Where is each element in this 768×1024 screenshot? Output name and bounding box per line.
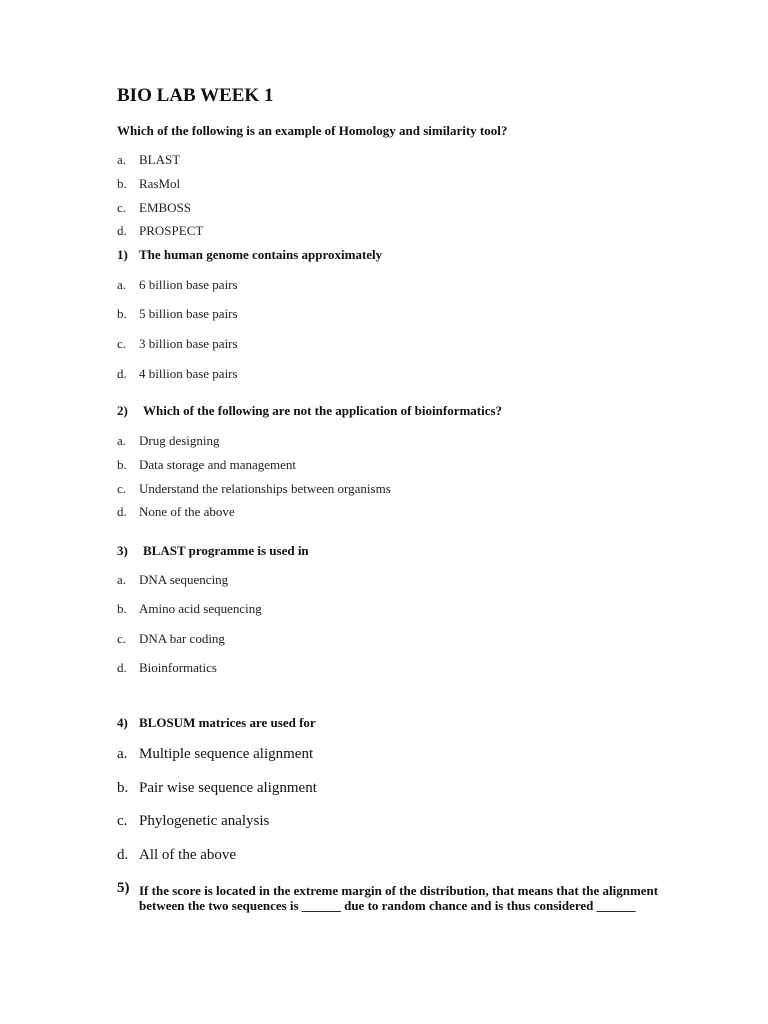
option-text: BLAST bbox=[139, 152, 181, 167]
option-text: 4 billion base pairs bbox=[139, 366, 238, 381]
option-letter: c. bbox=[117, 813, 128, 829]
question-4-text: BLOSUM matrices are used for bbox=[139, 715, 316, 730]
option-text: Understand the relationships between organisms bbox=[139, 481, 391, 496]
option-text: All of the above bbox=[139, 847, 237, 863]
option-text: Multiple sequence alignment bbox=[139, 746, 314, 762]
question-2-text: Which of the following are not the application of bioinformatics? bbox=[143, 403, 503, 418]
option-letter: c. bbox=[117, 200, 127, 215]
option-text: Drug designing bbox=[139, 433, 220, 448]
question-4-number: 4) bbox=[117, 715, 128, 730]
option-letter: d. bbox=[117, 223, 127, 238]
option-text: None of the above bbox=[139, 504, 235, 519]
question-3-text: BLAST programme is used in bbox=[143, 543, 309, 558]
option-text: Bioinformatics bbox=[139, 660, 217, 675]
question-3-number: 3) bbox=[117, 543, 128, 558]
option-letter: d. bbox=[117, 366, 127, 381]
question-1-number: 1) bbox=[117, 247, 128, 262]
option-letter: a. bbox=[117, 746, 128, 762]
option-text: 3 billion base pairs bbox=[139, 336, 238, 351]
option-letter: d. bbox=[117, 847, 129, 863]
option-letter: c. bbox=[117, 336, 127, 351]
option-letter: d. bbox=[117, 504, 127, 519]
option-text: RasMol bbox=[139, 176, 181, 191]
document-title: BIO LAB WEEK 1 bbox=[117, 85, 274, 106]
option-text: 6 billion base pairs bbox=[139, 277, 238, 292]
question-1-text: The human genome contains approximately bbox=[139, 247, 383, 262]
option-text: Pair wise sequence alignment bbox=[139, 780, 317, 796]
option-letter: b. bbox=[117, 780, 129, 796]
option-letter: a. bbox=[117, 277, 127, 292]
option-letter: a. bbox=[117, 152, 127, 167]
question-2-number: 2) bbox=[117, 403, 128, 418]
option-text: 5 billion base pairs bbox=[139, 306, 238, 321]
option-letter: a. bbox=[117, 572, 127, 587]
option-text: Data storage and management bbox=[139, 457, 297, 472]
option-letter: b. bbox=[117, 176, 127, 191]
option-text: Amino acid sequencing bbox=[139, 601, 262, 616]
option-letter: c. bbox=[117, 631, 127, 646]
option-letter: c. bbox=[117, 481, 127, 496]
question-5-number: 5) bbox=[117, 880, 130, 896]
intro-question-text: Which of the following is an example of Homology and similarity tool? bbox=[117, 123, 508, 138]
question-5-text: If the score is located in the extreme margin of the distribution, that means that the alignment between the two sequences is ______ due to random chance and is thus considered ______ bbox=[139, 883, 659, 913]
option-text: Phylogenetic analysis bbox=[139, 813, 270, 829]
option-letter: b. bbox=[117, 457, 127, 472]
option-letter: b. bbox=[117, 601, 127, 616]
option-letter: b. bbox=[117, 306, 127, 321]
option-text: DNA sequencing bbox=[139, 572, 229, 587]
option-text: EMBOSS bbox=[139, 200, 192, 215]
option-text: PROSPECT bbox=[139, 223, 204, 238]
option-text: DNA bar coding bbox=[139, 631, 225, 646]
option-letter: a. bbox=[117, 433, 127, 448]
option-letter: d. bbox=[117, 660, 127, 675]
